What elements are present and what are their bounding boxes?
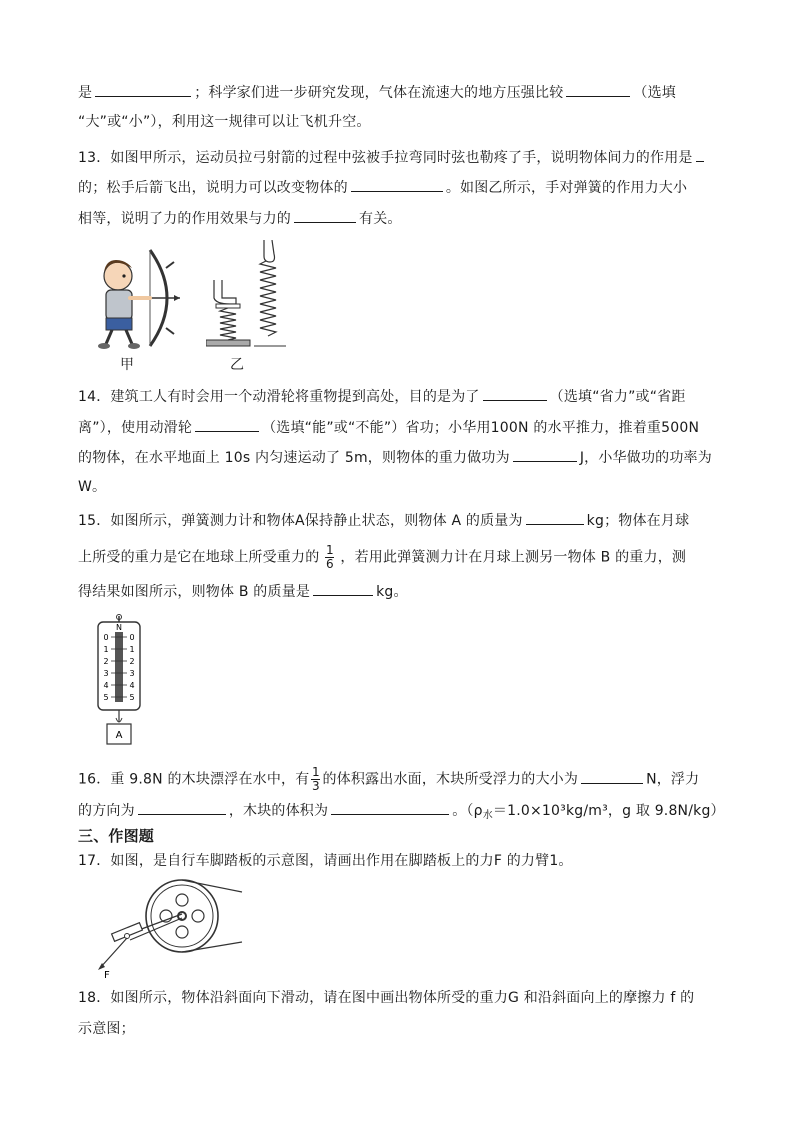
q13-text-2a: 的；松手后箭飞出，说明力可以改变物体的 <box>78 180 348 196</box>
q16-blank-2[interactable] <box>138 799 226 815</box>
q17-line-1: 17．如图，是自行车脚踏板的示意图，请画出作用在脚踏板上的力F 的力臂1。 <box>78 853 573 869</box>
block-a-label: A <box>115 730 123 741</box>
q13-line-3 <box>78 207 728 229</box>
scale-tick-label: 2 <box>129 657 135 666</box>
scale-tick-label: 1 <box>103 645 109 654</box>
q15-blank-2[interactable] <box>313 580 373 596</box>
q13-line-2 <box>78 176 728 198</box>
scale-tick-label: 2 <box>103 657 109 666</box>
q14-line-1 <box>78 385 728 407</box>
q16-text-2a: 的方向为 <box>78 803 135 819</box>
q14-text-1b: （选填“省力”或“省距 <box>549 389 686 405</box>
force-label: F <box>104 970 110 980</box>
scale-tick-label: 5 <box>103 693 109 702</box>
rho-water-subscript: 水 <box>482 810 493 821</box>
q14-blank-3[interactable] <box>513 446 577 462</box>
q13-text-1: 13．如图甲所示，运动员拉弓射箭的过程中弦被手拉弯同时弦也勒疼了手，说明物体间力的作用是 <box>78 150 693 166</box>
pressing-hand <box>214 280 236 304</box>
compressed-spring <box>220 308 236 340</box>
q15-text-1b: kg；物体在月球 <box>586 513 690 529</box>
one-sixth-fraction: $\frac{1}{6}$ <box>325 543 334 571</box>
q16-text-2b: ，木块的体积为 <box>228 803 329 819</box>
q14-text-2b: （选填“能”或“不能”）省功；小华用100N 的水平推力，推着重500N <box>262 420 700 436</box>
q16-line-2 <box>78 799 728 826</box>
q12-line-2: “大”或“小”），利用这一规律可以让飞机升空。 <box>78 114 371 130</box>
q15-line-3 <box>78 580 728 602</box>
figure-label-jia: 甲 <box>120 357 134 373</box>
q14-blank-2[interactable] <box>195 416 259 432</box>
spring-figure <box>206 240 286 352</box>
q18-line-2: 示意图； <box>78 1021 135 1037</box>
q14-text-2a: 离”），使用动滑轮 <box>78 420 193 436</box>
q15-line-1 <box>78 509 728 531</box>
scale-tick-label: 5 <box>129 693 135 702</box>
q13-blank-3[interactable] <box>294 207 356 223</box>
scale-tick-label: 4 <box>129 681 135 690</box>
scale-unit-label: N <box>116 623 122 632</box>
q14-blank-1[interactable] <box>483 385 547 401</box>
scale-tick-label: 0 <box>103 633 109 642</box>
q16-text-1c: N，浮力 <box>646 771 700 788</box>
q12-blank-2[interactable] <box>566 81 630 97</box>
ground-base <box>206 340 250 346</box>
balance-slot <box>115 632 123 702</box>
q14-line-3 <box>78 446 728 468</box>
q16-text-2d: ＝1.0×10³kg/m³，g 取 9.8N/kg） <box>492 803 725 819</box>
section-3-heading: 三、作图题 <box>78 827 155 845</box>
q13-blank-1[interactable] <box>696 146 704 162</box>
q15-blank-1[interactable] <box>526 509 584 525</box>
q15-text-3b: kg。 <box>376 584 408 600</box>
q14-text-1a: 14．建筑工人有时会用一个动滑轮将重物提到高处，目的是为了 <box>78 389 480 405</box>
pulling-hand <box>264 240 275 262</box>
scale-tick-label: 0 <box>129 633 135 642</box>
q16-blank-1[interactable] <box>581 768 643 784</box>
q13-text-2b: 。如图乙所示，手对弹簧的作用力大小 <box>445 180 688 196</box>
q16-line-1 <box>78 766 728 793</box>
q12-text-a: 是 <box>78 85 93 101</box>
spring-top-plate <box>216 304 240 308</box>
scale-tick-label: 1 <box>129 645 135 654</box>
q14-text-3b: J，小华做功的功率为 <box>579 450 712 466</box>
q18-line-1: 18．如图所示，物体沿斜面向下滑动，请在图中画出物体所受的重力G 和沿斜面向上的摩擦力 f 的 <box>78 990 695 1006</box>
q13-text-3a: 相等，说明了力的作用效果与力的 <box>78 211 291 227</box>
q14-text-3a: 的物体，在水平地面上 10s 内匀速运动了 5m，则物体的重力做功为 <box>78 450 510 466</box>
scale-tick-label: 4 <box>103 681 109 690</box>
q12-text-b: ；科学家们进一步研究发现，气体在流速大的地方压强比较 <box>194 85 564 101</box>
arrow-head <box>174 295 180 301</box>
q15-text-2b: ，若用此弹簧测力计在月球上测另一物体 B 的重力，测 <box>340 549 687 566</box>
one-third-fraction: $\frac{1}{3}$ <box>312 765 320 793</box>
q16-text-1b: 的体积露出水面，木块所受浮力的大小为 <box>322 771 579 788</box>
figure-label-yi: 乙 <box>230 357 244 373</box>
q12-text-c: （选填 <box>633 85 677 101</box>
spring-balance-figure <box>96 614 146 748</box>
archer-figure <box>92 246 182 352</box>
q13-line-1 <box>78 146 728 168</box>
q15-line-2 <box>78 544 728 571</box>
scale-tick-label: 3 <box>103 669 109 678</box>
archer-shirt <box>106 290 132 320</box>
q16-text-1a: 16．重 9.8N 的木块漂浮在水中，有 <box>78 771 310 788</box>
stretched-spring <box>260 260 276 336</box>
q15-text-1a: 15．如图所示，弹簧测力计和物体A保持静止状态，则物体 A 的质量为 <box>78 513 523 529</box>
q14-line-2 <box>78 416 728 438</box>
force-arrow-line <box>100 938 127 968</box>
q16-blank-3[interactable] <box>331 799 449 815</box>
q15-text-3a: 得结果如图所示，则物体 B 的质量是 <box>78 584 311 600</box>
q12-line-1 <box>78 81 728 103</box>
scale-tick-label: 3 <box>129 669 135 678</box>
q13-blank-2[interactable] <box>351 176 443 192</box>
q16-text-2c: 。（ρ <box>452 803 483 819</box>
bicycle-pedal-figure <box>92 876 252 980</box>
q14-line-4: W。 <box>78 479 107 495</box>
q13-text-3b: 有关。 <box>359 211 402 227</box>
q15-text-2a: 上所受的重力是它在地球上所受重力的 <box>78 549 320 566</box>
q12-blank-1[interactable] <box>95 81 191 97</box>
